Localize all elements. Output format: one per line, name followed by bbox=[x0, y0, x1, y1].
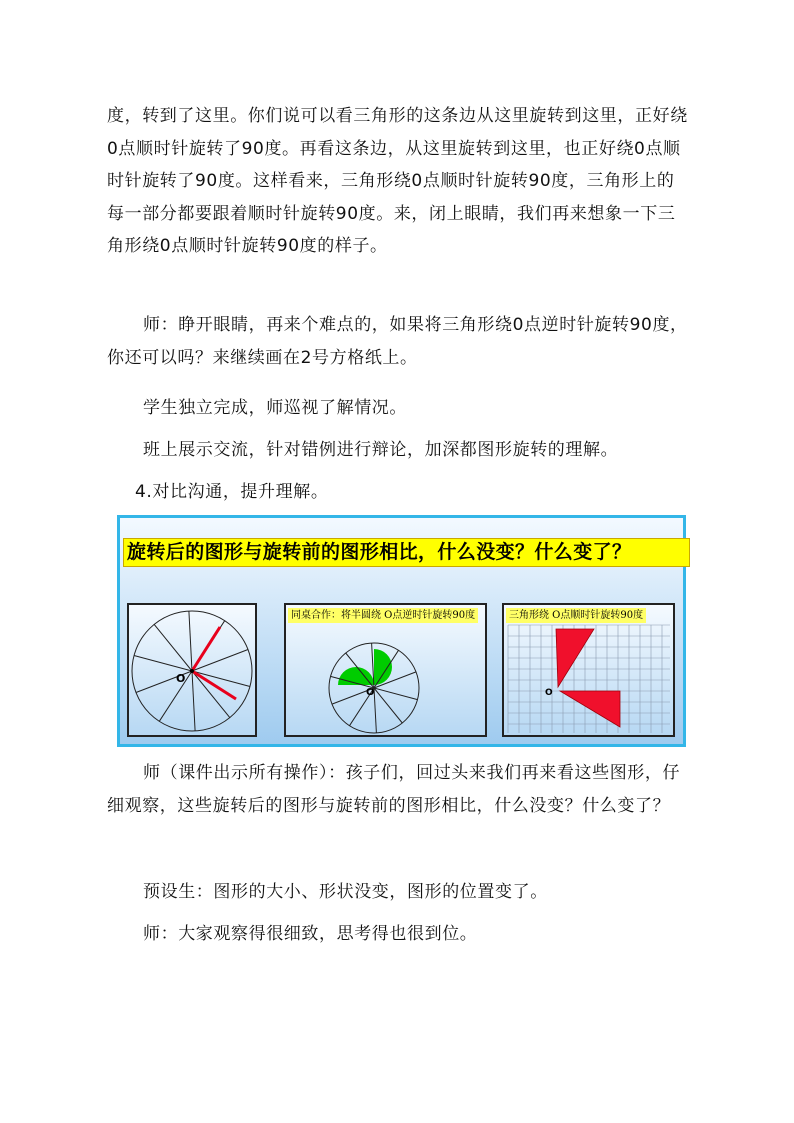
card-circle-hands bbox=[127, 603, 257, 737]
semicircle-after bbox=[374, 649, 392, 685]
paragraph-class-discussion: 班上展示交流，针对错例进行辩论，加深都图形旋转的理解。 bbox=[143, 440, 619, 460]
paragraph-teacher-summary: 师：大家观察得很细致，思考得也很到位。 bbox=[143, 924, 478, 944]
semicircle-diagram bbox=[286, 605, 485, 735]
paragraph-continuation: 度，转到了这里。你们说可以看三角形的这条边从这里旋转到这里，正好绕0点顺时针旋转了90度。再看这条边，从这里旋转到这里，也正好绕0点顺时针旋转了90度。这样看来，三角形绕0点顺时针旋转90度，三角形上的每一部分都要跟着顺时针旋转90度。来，闭上眼睛，我们再来想象一下三角形绕0点顺时针旋转90度的样子。 bbox=[107, 106, 688, 256]
section-heading-compare: 4.对比沟通，提升理解。 bbox=[135, 482, 329, 502]
triangle-after bbox=[560, 691, 620, 727]
semicircle-before bbox=[338, 667, 374, 685]
card-semicircle-rotation bbox=[284, 603, 487, 737]
slide-banner: 旋转后的图形与旋转前的图形相比，什么没变？什么变了？ bbox=[123, 538, 690, 567]
paragraph-students-work: 学生独立完成，师巡视了解情况。 bbox=[143, 398, 407, 418]
triangle-grid-diagram bbox=[504, 605, 673, 735]
card-title: 三角形绕 O点顺时针旋转90度 bbox=[506, 608, 646, 623]
card-triangle-rotation bbox=[502, 603, 675, 737]
card-title: 同桌合作：将半圆绕 O点逆时针旋转90度 bbox=[288, 608, 478, 623]
paragraph-teacher-prompt: 师：睁开眼睛，再来个难点的，如果将三角形绕0点逆时针旋转90度，你还可以吗？来继续画在2号方格纸上。 bbox=[107, 315, 688, 368]
paragraph-teacher-question: 师（课件出示所有操作）：孩子们，回过头来我们再来看这些图形，仔细观察，这些旋转后的图形与旋转前的图形相比，什么没变？什么变了？ bbox=[107, 763, 681, 816]
center-label: O bbox=[366, 687, 375, 698]
red-hand-after bbox=[192, 671, 236, 699]
center-label: O bbox=[545, 688, 553, 698]
circle-hands-diagram bbox=[129, 605, 255, 735]
paragraph-expected-answer: 预设生：图形的大小、形状没变，图形的位置变了。 bbox=[143, 882, 548, 902]
red-hand-before bbox=[192, 627, 220, 671]
center-label: O bbox=[176, 672, 186, 685]
courseware-slide bbox=[117, 515, 686, 747]
